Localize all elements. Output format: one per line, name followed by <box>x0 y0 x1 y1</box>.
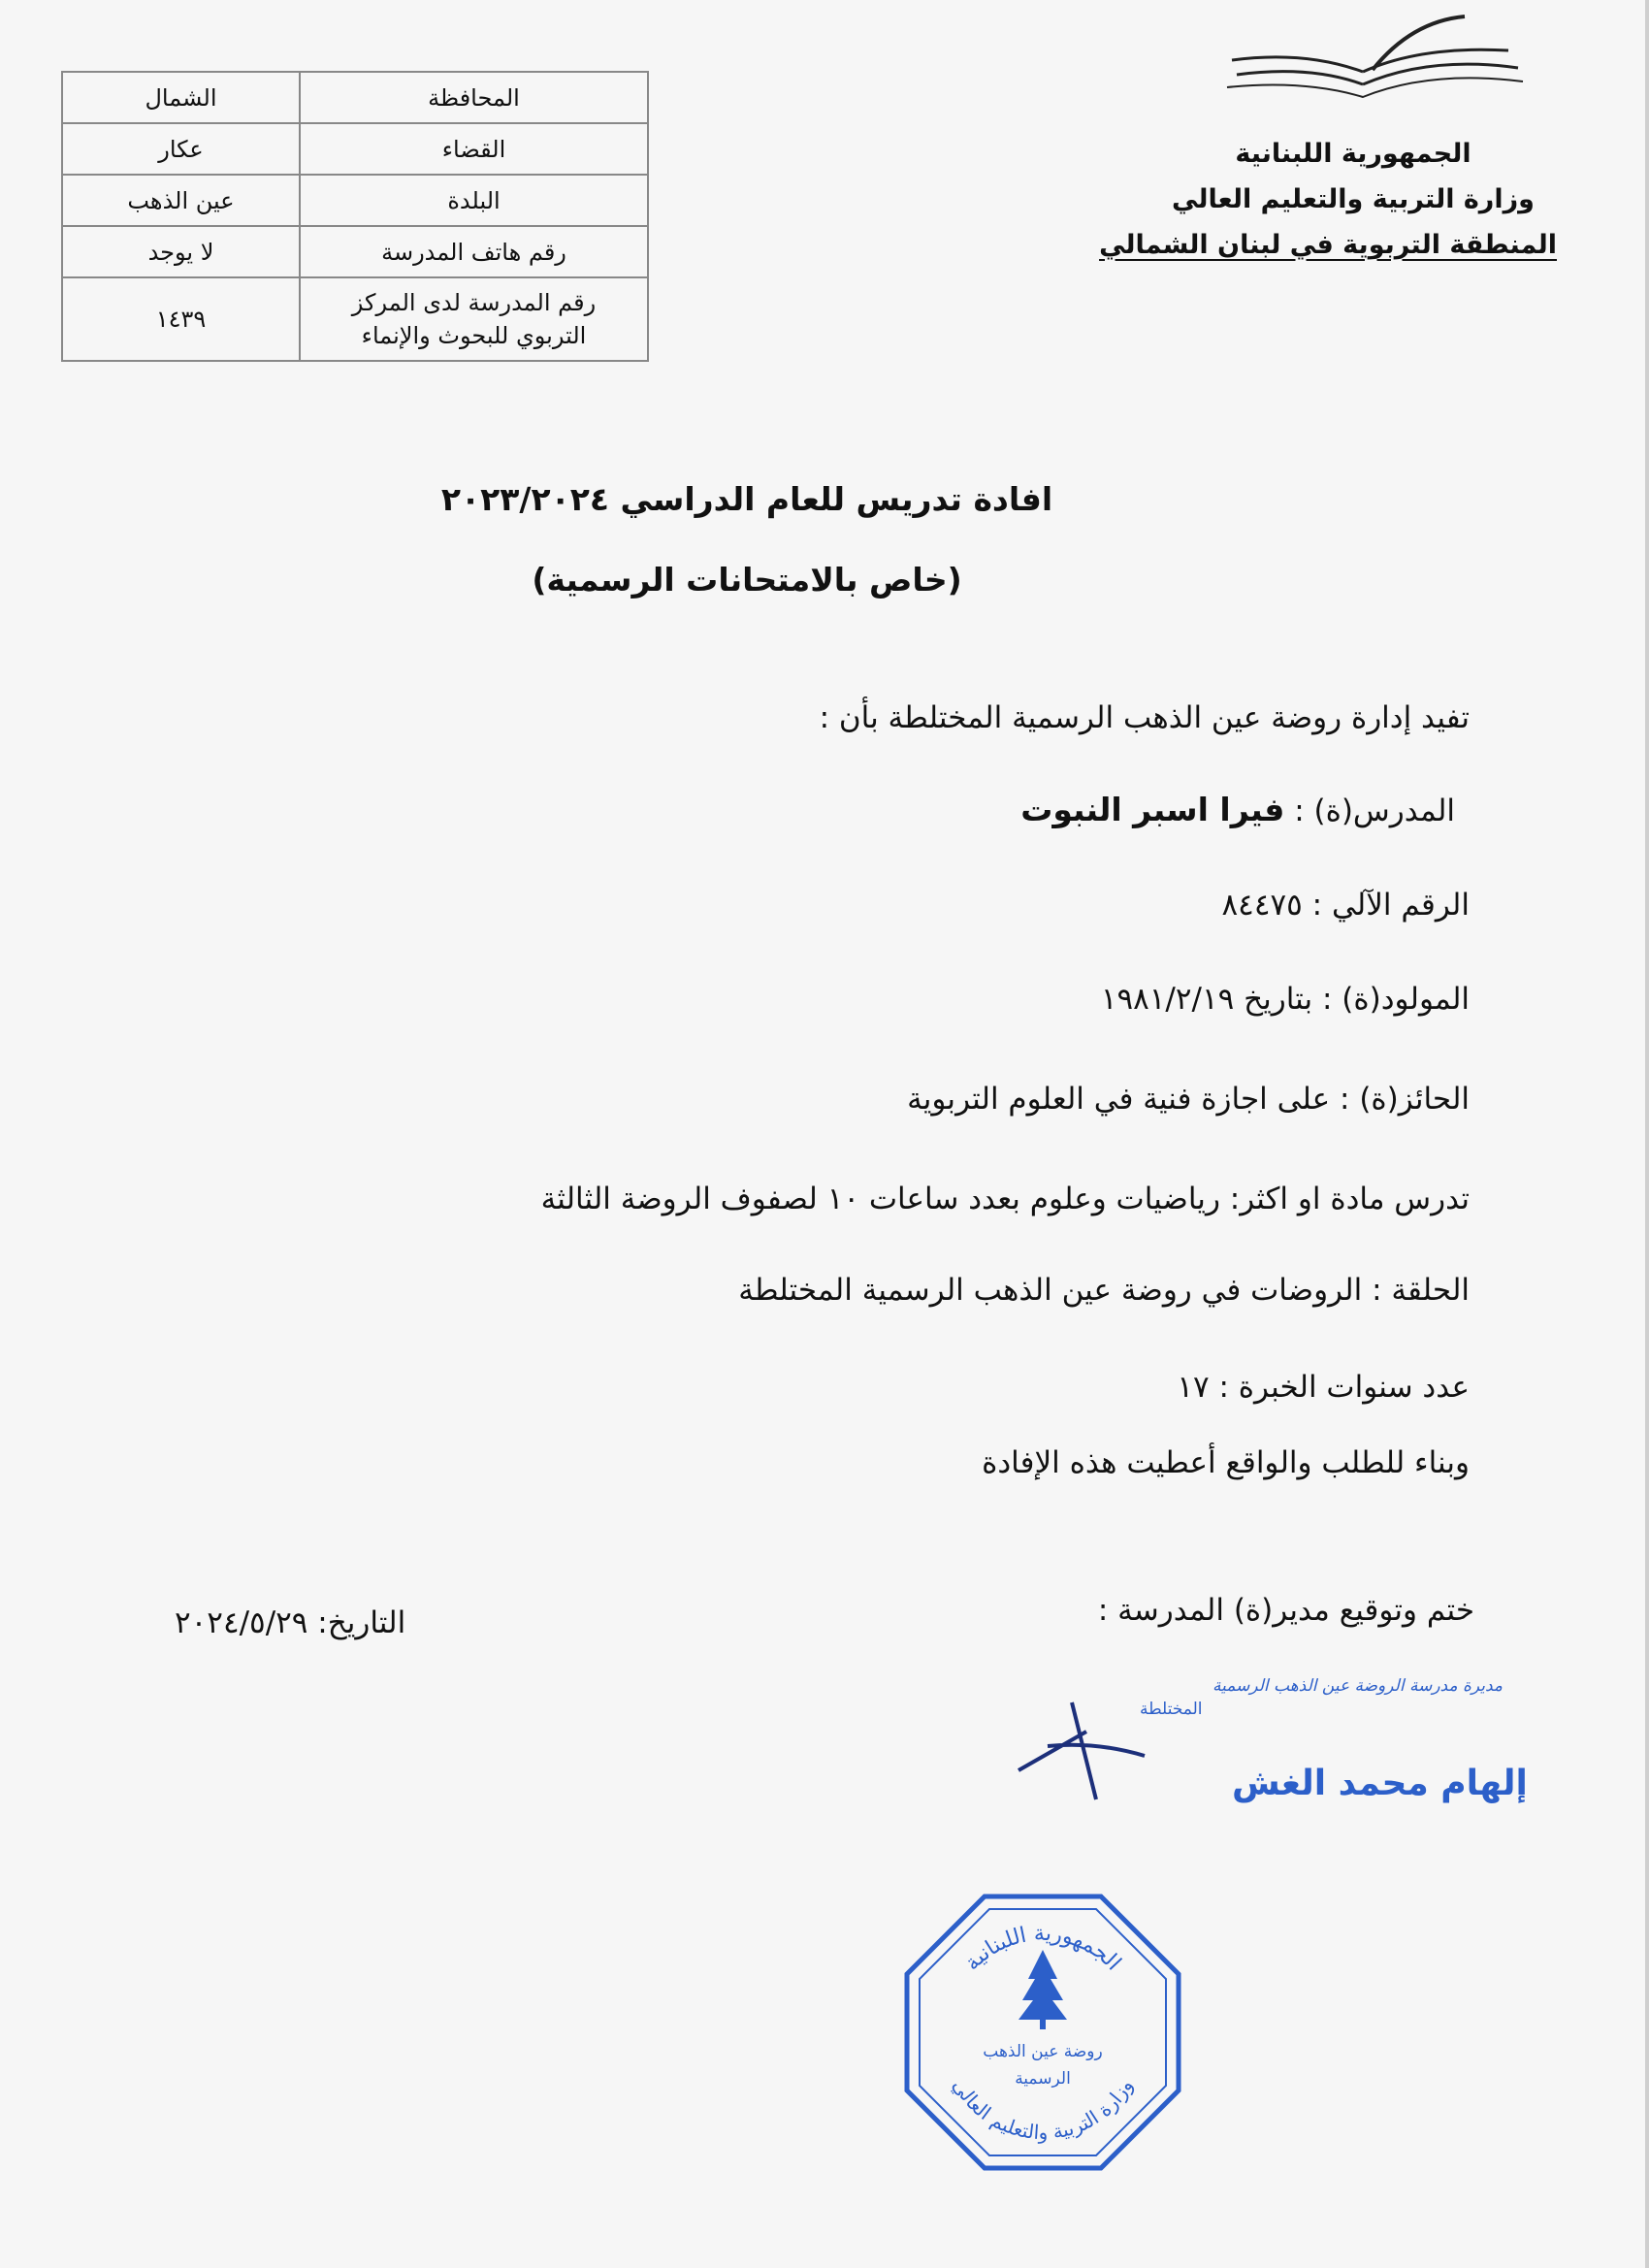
row-label-line1: رقم المدرسة لدى المركز <box>351 289 597 316</box>
row-value: لا يوجد <box>62 226 300 277</box>
teacher-label: المدرس(ة) : <box>1294 794 1455 828</box>
row-label: المحافظة <box>300 72 648 123</box>
stamp-center-line2: الرسمية <box>1015 2069 1071 2089</box>
closing-line: وبناء للطلب والواقع أعطيت هذه الإفادة <box>982 1445 1470 1480</box>
open-book-logo-icon <box>1227 12 1528 109</box>
republic-name: الجمهورية اللبنانية <box>1235 139 1471 169</box>
birth-line: المولود(ة) : بتاريخ ١٩٨١/٢/١٩ <box>1100 982 1470 1017</box>
table-row <box>62 175 648 226</box>
row-label: رقم هاتف المدرسة <box>300 226 648 277</box>
intro-line: تفيد إدارة روضة عين الذهب الرسمية المختلطة بأن : <box>819 700 1470 735</box>
row-value: الشمال <box>62 72 300 123</box>
row-value: عين الذهب <box>62 175 300 226</box>
stamp-top-text: الجمهورية اللبنانية <box>959 1921 1126 1976</box>
experience-line: عدد سنوات الخبرة : ١٧ <box>1177 1370 1470 1405</box>
signature-stroke <box>1018 1702 1145 1799</box>
row-value: عكار <box>62 123 300 175</box>
sign-label: ختم وتوقيع مدير(ة) المدرسة : <box>1097 1593 1474 1628</box>
row-value: ١٤٣٩ <box>62 277 300 361</box>
document-title: افادة تدريس للعام الدراسي ٢٠٢٣/٢٠٢٤ <box>440 480 1053 518</box>
table-row <box>62 226 648 277</box>
stamp-bottom-text: وزارة التربية والتعليم العالي <box>948 2074 1138 2145</box>
row-label <box>300 277 648 361</box>
row-label: القضاء <box>300 123 648 175</box>
number-line: الرقم الآلي : ٨٤٤٧٥ <box>1221 888 1470 923</box>
subjects-line: تدرس مادة او اكثر: رياضيات وعلوم بعدد ساعات ١٠ لصفوف الروضة الثالثة <box>540 1182 1470 1216</box>
table-row <box>62 72 648 123</box>
scan-edge <box>1645 0 1649 2268</box>
signature-name: إلهام محمد الغش <box>1232 1764 1528 1803</box>
school-info-table <box>61 71 649 362</box>
table-row <box>62 277 648 361</box>
document-date: التاريخ: ٢٠٢٤/٥/٢٩ <box>175 1605 406 1640</box>
teacher-name: فيرا اسبر النبوت <box>1020 791 1285 828</box>
cycle-line: الحلقة : الروضات في روضة عين الذهب الرسمية المختلطة <box>738 1273 1470 1308</box>
degree-line: الحائز(ة) : على اجازة فنية في العلوم التربوية <box>907 1082 1470 1117</box>
signature-title-line2: المختلطة <box>1140 1700 1203 1719</box>
ministry-header <box>1099 131 1557 268</box>
school-stamp <box>902 1892 1183 2173</box>
director-signature <box>902 1664 1528 1819</box>
row-label: البلدة <box>300 175 648 226</box>
teacher-line <box>1020 791 1455 828</box>
signature-title-line1: مديرة مدرسة الروضة عين الذهب الرسمية <box>1212 1676 1504 1696</box>
document-subtitle: (خاص بالامتحانات الرسمية) <box>532 561 962 599</box>
ministry-name: وزارة التربية والتعليم العالي <box>1172 184 1535 214</box>
table-row <box>62 123 648 175</box>
stamp-center-line1: روضة عين الذهب <box>983 2042 1103 2061</box>
region-name: المنطقة التربوية في لبنان الشمالي <box>1099 230 1557 260</box>
row-label-line2: التربوي للبحوث والإنماء <box>361 322 587 349</box>
cedar-tree-icon <box>1018 1950 1067 2020</box>
